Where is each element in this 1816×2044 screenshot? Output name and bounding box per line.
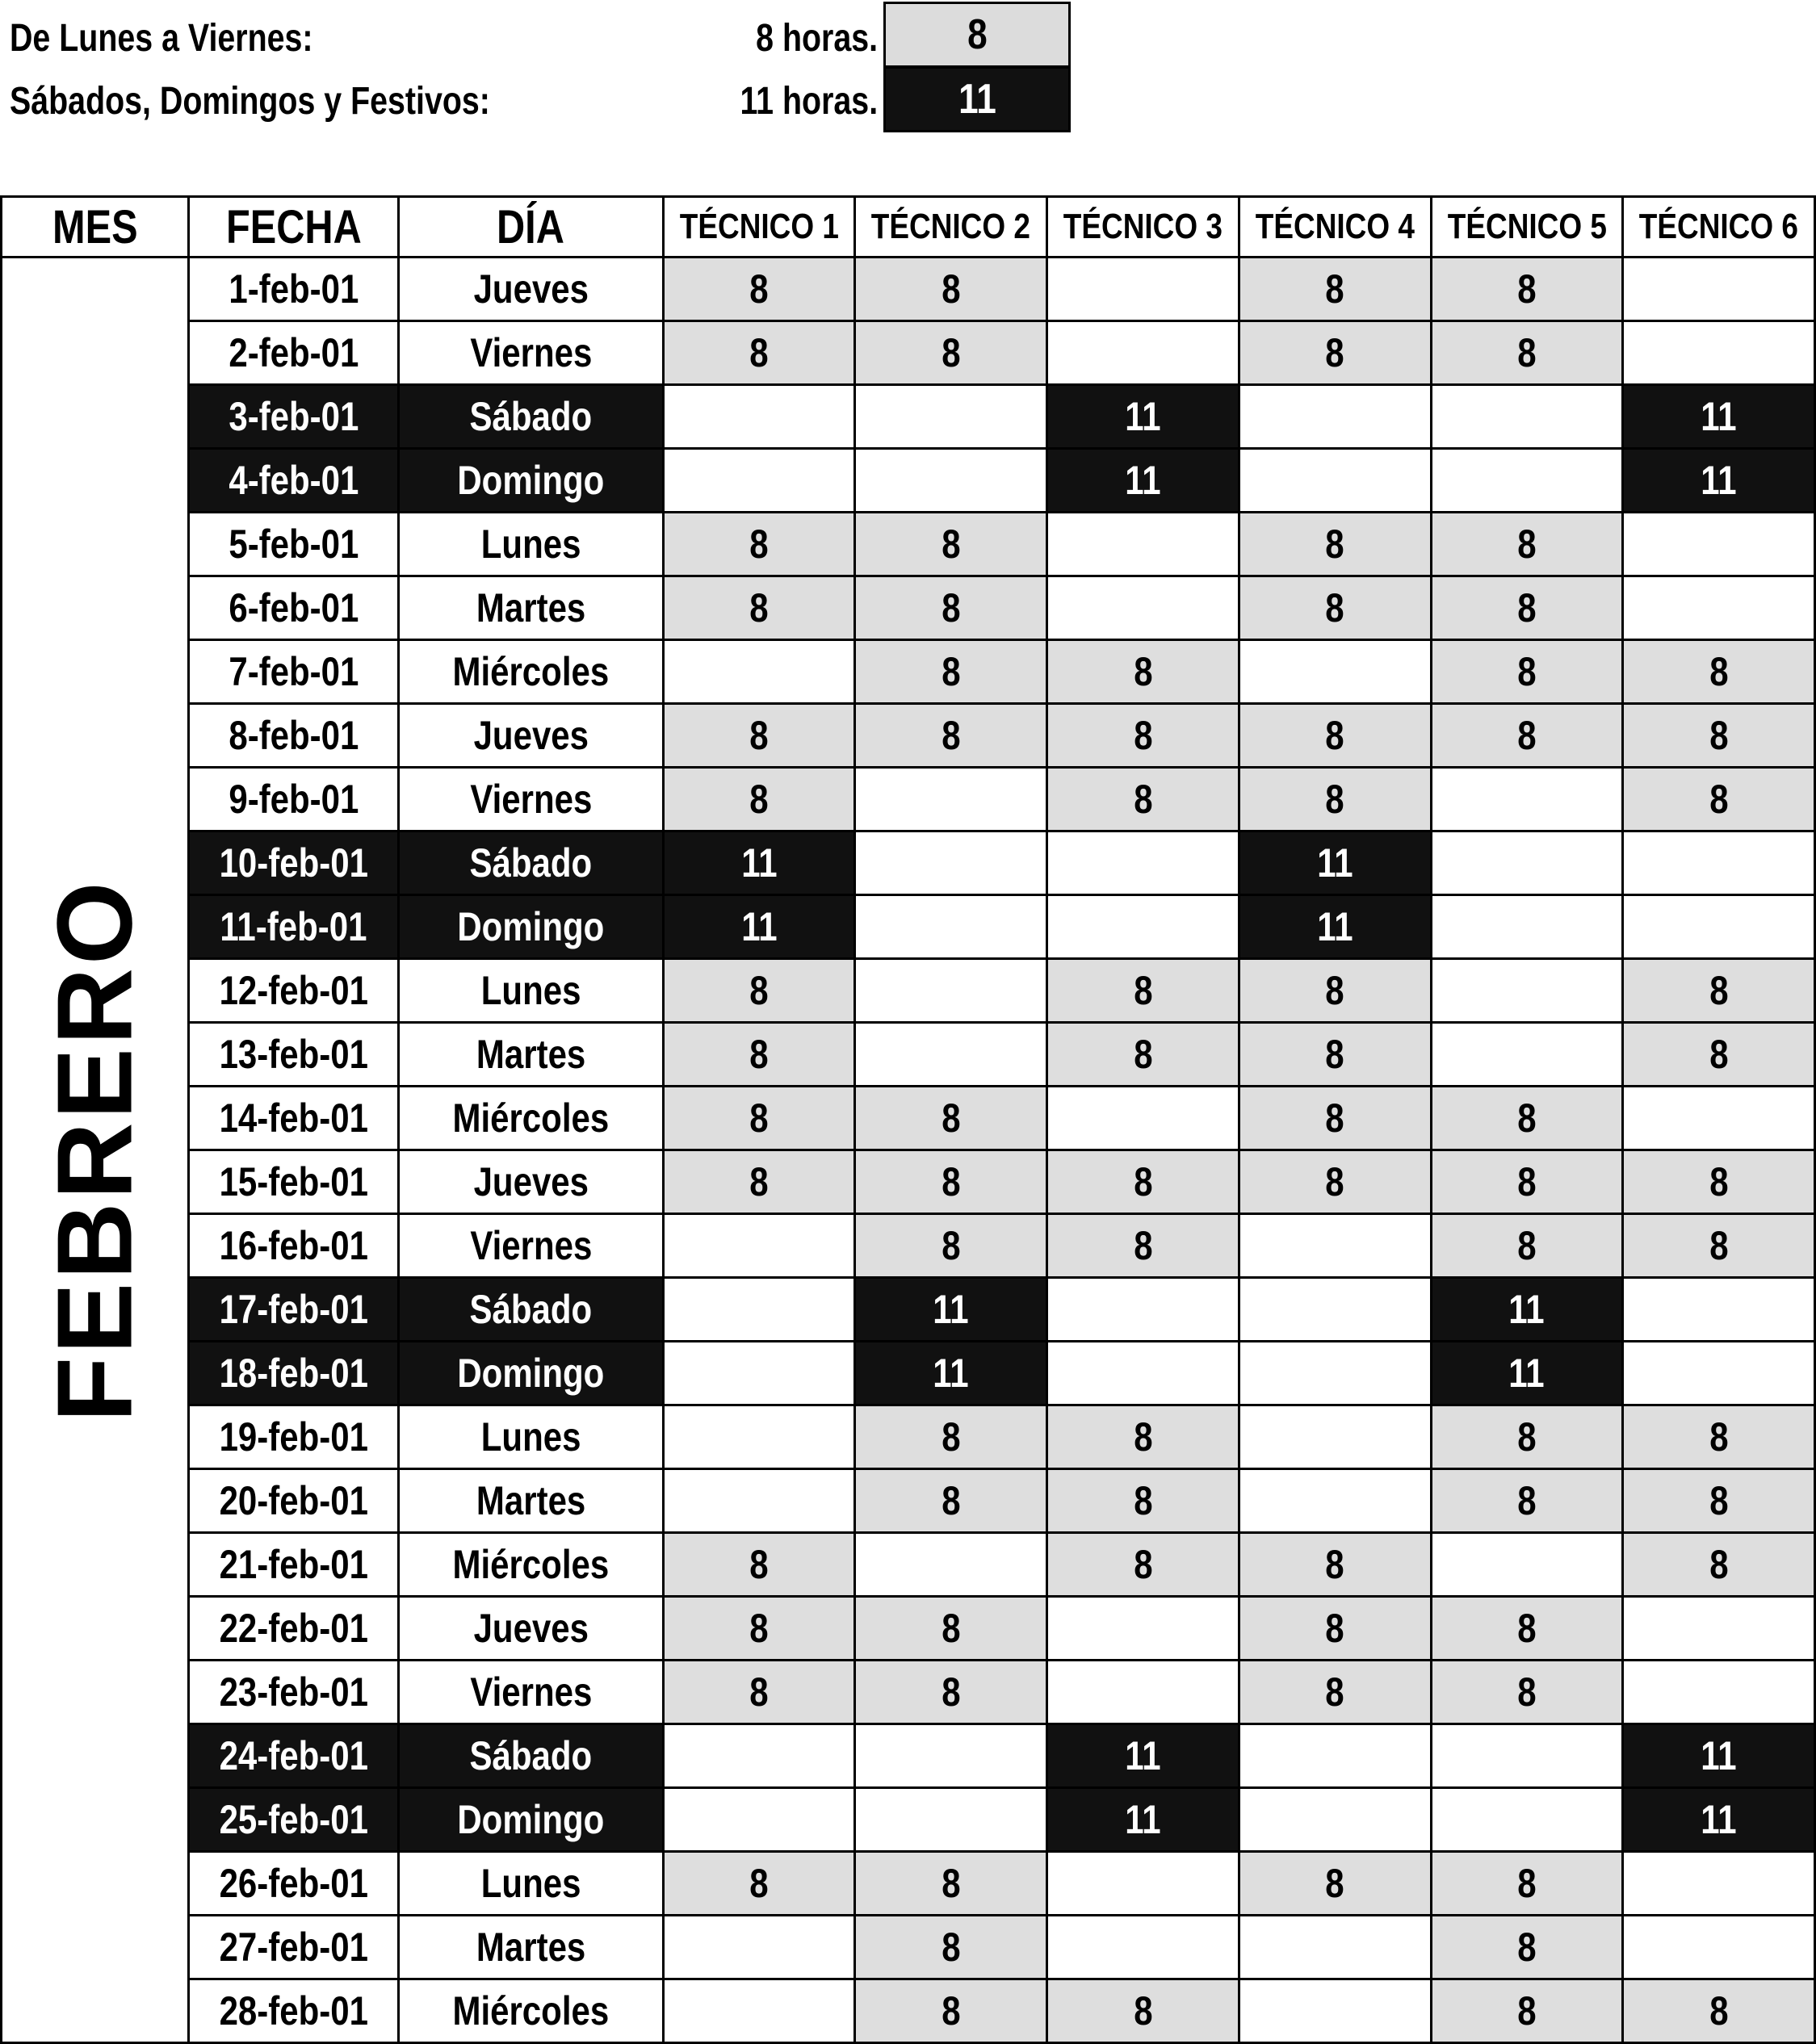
tecnico-1-hours-cell: 8 bbox=[663, 704, 855, 768]
tecnico-6-hours-cell: 8 bbox=[1623, 1979, 1815, 2043]
tecnico-2-hours-cell bbox=[855, 768, 1047, 831]
tecnico-5-hours-cell: 8 bbox=[1431, 1087, 1623, 1150]
tecnico-5-hours-cell: 11 bbox=[1431, 1278, 1623, 1342]
tecnico-4-hours-cell: 8 bbox=[1239, 1661, 1431, 1724]
fecha-cell: 13-feb-01 bbox=[188, 1023, 398, 1087]
header-dia: DÍA bbox=[399, 197, 664, 258]
tecnico-1-hours-cell bbox=[663, 1724, 855, 1788]
tecnico-2-hours-cell bbox=[855, 831, 1047, 895]
header-row bbox=[2, 197, 1815, 258]
header-fecha: FECHA bbox=[188, 197, 398, 258]
tecnico-3-hours-cell bbox=[1047, 1661, 1239, 1724]
dia-cell: Viernes bbox=[399, 321, 664, 385]
tecnico-1-hours-cell bbox=[663, 1278, 855, 1342]
tecnico-6-hours-cell bbox=[1623, 1342, 1815, 1405]
tecnico-4-hours-cell bbox=[1239, 1342, 1431, 1405]
dia-cell: Lunes bbox=[399, 1405, 664, 1469]
tecnico-5-hours-cell bbox=[1431, 895, 1623, 959]
tecnico-2-hours-cell: 8 bbox=[855, 1979, 1047, 2043]
legend-weekend-hours: 11 horas. bbox=[740, 80, 878, 123]
tecnico-2-hours-cell: 8 bbox=[855, 1214, 1047, 1278]
tecnico-2-hours-cell: 8 bbox=[855, 1661, 1047, 1724]
tecnico-3-hours-cell: 8 bbox=[1047, 768, 1239, 831]
tecnico-4-hours-cell bbox=[1239, 385, 1431, 449]
table-row bbox=[2, 768, 1815, 831]
header-tecnico-1: TÉCNICO 1 bbox=[663, 197, 855, 258]
tecnico-5-hours-cell: 8 bbox=[1431, 576, 1623, 640]
dia-cell: Domingo bbox=[399, 895, 664, 959]
tecnico-6-hours-cell bbox=[1623, 895, 1815, 959]
tecnico-3-hours-cell bbox=[1047, 1916, 1239, 1979]
fecha-cell: 19-feb-01 bbox=[188, 1405, 398, 1469]
tecnico-2-hours-cell: 8 bbox=[855, 1087, 1047, 1150]
schedule-table bbox=[0, 195, 1816, 2044]
tecnico-6-hours-cell: 8 bbox=[1623, 704, 1815, 768]
tecnico-3-hours-cell bbox=[1047, 513, 1239, 576]
tecnico-2-hours-cell: 8 bbox=[855, 640, 1047, 704]
tecnico-4-hours-cell: 8 bbox=[1239, 1023, 1431, 1087]
dia-cell: Viernes bbox=[399, 1214, 664, 1278]
tecnico-3-hours-cell: 8 bbox=[1047, 1979, 1239, 2043]
tecnico-6-hours-cell bbox=[1623, 831, 1815, 895]
tecnico-3-hours-cell: 11 bbox=[1047, 449, 1239, 513]
tecnico-5-hours-cell: 8 bbox=[1431, 640, 1623, 704]
dia-cell: Sábado bbox=[399, 831, 664, 895]
dia-cell: Martes bbox=[399, 1469, 664, 1533]
table-row bbox=[2, 1214, 1815, 1278]
fecha-cell: 26-feb-01 bbox=[188, 1852, 398, 1916]
tecnico-6-hours-cell bbox=[1623, 1597, 1815, 1661]
dia-cell: Viernes bbox=[399, 768, 664, 831]
tecnico-2-hours-cell bbox=[855, 449, 1047, 513]
fecha-cell: 15-feb-01 bbox=[188, 1150, 398, 1214]
tecnico-3-hours-cell: 11 bbox=[1047, 385, 1239, 449]
fecha-cell: 5-feb-01 bbox=[188, 513, 398, 576]
tecnico-1-hours-cell: 8 bbox=[663, 1661, 855, 1724]
dia-cell: Jueves bbox=[399, 1150, 664, 1214]
table-row bbox=[2, 1469, 1815, 1533]
dia-cell: Miércoles bbox=[399, 1533, 664, 1597]
tecnico-6-hours-cell bbox=[1623, 1278, 1815, 1342]
tecnico-1-hours-cell bbox=[663, 1788, 855, 1852]
tecnico-4-hours-cell: 11 bbox=[1239, 895, 1431, 959]
dia-cell: Domingo bbox=[399, 449, 664, 513]
fecha-cell: 6-feb-01 bbox=[188, 576, 398, 640]
tecnico-3-hours-cell bbox=[1047, 831, 1239, 895]
dia-cell: Domingo bbox=[399, 1788, 664, 1852]
tecnico-4-hours-cell: 8 bbox=[1239, 1852, 1431, 1916]
fecha-cell: 25-feb-01 bbox=[188, 1788, 398, 1852]
tecnico-1-hours-cell bbox=[663, 1214, 855, 1278]
tecnico-1-hours-cell bbox=[663, 385, 855, 449]
tecnico-5-hours-cell bbox=[1431, 449, 1623, 513]
tecnico-3-hours-cell bbox=[1047, 258, 1239, 321]
fecha-cell: 20-feb-01 bbox=[188, 1469, 398, 1533]
fecha-cell: 1-feb-01 bbox=[188, 258, 398, 321]
fecha-cell: 4-feb-01 bbox=[188, 449, 398, 513]
header-tecnico-4: TÉCNICO 4 bbox=[1239, 197, 1431, 258]
tecnico-2-hours-cell bbox=[855, 1724, 1047, 1788]
dia-cell: Sábado bbox=[399, 1724, 664, 1788]
tecnico-5-hours-cell: 8 bbox=[1431, 513, 1623, 576]
table-row bbox=[2, 959, 1815, 1023]
legend-weekday-value: 8 bbox=[967, 11, 988, 58]
tecnico-5-hours-cell bbox=[1431, 768, 1623, 831]
dia-cell: Lunes bbox=[399, 513, 664, 576]
fecha-cell: 24-feb-01 bbox=[188, 1724, 398, 1788]
schedule-body bbox=[2, 258, 1815, 2043]
table-row bbox=[2, 704, 1815, 768]
tecnico-3-hours-cell bbox=[1047, 895, 1239, 959]
tecnico-5-hours-cell: 8 bbox=[1431, 1214, 1623, 1278]
tecnico-3-hours-cell bbox=[1047, 1342, 1239, 1405]
table-row bbox=[2, 321, 1815, 385]
tecnico-5-hours-cell: 8 bbox=[1431, 1597, 1623, 1661]
tecnico-5-hours-cell: 8 bbox=[1431, 704, 1623, 768]
tecnico-3-hours-cell: 8 bbox=[1047, 1469, 1239, 1533]
tecnico-5-hours-cell bbox=[1431, 1788, 1623, 1852]
dia-cell: Sábado bbox=[399, 385, 664, 449]
tecnico-3-hours-cell: 8 bbox=[1047, 704, 1239, 768]
tecnico-3-hours-cell: 11 bbox=[1047, 1788, 1239, 1852]
tecnico-1-hours-cell: 8 bbox=[663, 576, 855, 640]
tecnico-6-hours-cell bbox=[1623, 1916, 1815, 1979]
tecnico-3-hours-cell bbox=[1047, 321, 1239, 385]
tecnico-4-hours-cell bbox=[1239, 1916, 1431, 1979]
header-tecnico-3: TÉCNICO 3 bbox=[1047, 197, 1239, 258]
table-row bbox=[2, 831, 1815, 895]
tecnico-4-hours-cell bbox=[1239, 1788, 1431, 1852]
fecha-cell: 7-feb-01 bbox=[188, 640, 398, 704]
tecnico-4-hours-cell bbox=[1239, 1214, 1431, 1278]
tecnico-2-hours-cell bbox=[855, 1533, 1047, 1597]
fecha-cell: 12-feb-01 bbox=[188, 959, 398, 1023]
tecnico-6-hours-cell: 8 bbox=[1623, 959, 1815, 1023]
table-row bbox=[2, 576, 1815, 640]
tecnico-4-hours-cell: 8 bbox=[1239, 1533, 1431, 1597]
tecnico-6-hours-cell: 11 bbox=[1623, 385, 1815, 449]
header-tecnico-5: TÉCNICO 5 bbox=[1431, 197, 1623, 258]
tecnico-6-hours-cell bbox=[1623, 576, 1815, 640]
tecnico-5-hours-cell: 8 bbox=[1431, 1150, 1623, 1214]
tecnico-3-hours-cell bbox=[1047, 1597, 1239, 1661]
dia-cell: Domingo bbox=[399, 1342, 664, 1405]
tecnico-2-hours-cell bbox=[855, 959, 1047, 1023]
month-cell bbox=[2, 258, 189, 2043]
legend-weekday-hours: 8 horas. bbox=[756, 17, 878, 60]
fecha-cell: 14-feb-01 bbox=[188, 1087, 398, 1150]
dia-cell: Sábado bbox=[399, 1278, 664, 1342]
table-row bbox=[2, 1023, 1815, 1087]
tecnico-4-hours-cell bbox=[1239, 1405, 1431, 1469]
tecnico-2-hours-cell bbox=[855, 895, 1047, 959]
tecnico-6-hours-cell: 8 bbox=[1623, 1405, 1815, 1469]
tecnico-2-hours-cell: 8 bbox=[855, 258, 1047, 321]
dia-cell: Jueves bbox=[399, 1597, 664, 1661]
tecnico-2-hours-cell: 11 bbox=[855, 1342, 1047, 1405]
tecnico-1-hours-cell bbox=[663, 449, 855, 513]
fecha-cell: 28-feb-01 bbox=[188, 1979, 398, 2043]
tecnico-1-hours-cell: 8 bbox=[663, 321, 855, 385]
tecnico-3-hours-cell: 8 bbox=[1047, 1023, 1239, 1087]
fecha-cell: 2-feb-01 bbox=[188, 321, 398, 385]
tecnico-6-hours-cell bbox=[1623, 1087, 1815, 1150]
tecnico-6-hours-cell: 8 bbox=[1623, 768, 1815, 831]
tecnico-5-hours-cell: 8 bbox=[1431, 1916, 1623, 1979]
tecnico-4-hours-cell bbox=[1239, 1979, 1431, 2043]
header-tecnico-6: TÉCNICO 6 bbox=[1623, 197, 1815, 258]
tecnico-1-hours-cell bbox=[663, 1342, 855, 1405]
tecnico-3-hours-cell: 11 bbox=[1047, 1724, 1239, 1788]
tecnico-6-hours-cell bbox=[1623, 513, 1815, 576]
table-row bbox=[2, 1661, 1815, 1724]
tecnico-5-hours-cell: 8 bbox=[1431, 321, 1623, 385]
table-row bbox=[2, 1724, 1815, 1788]
tecnico-4-hours-cell: 8 bbox=[1239, 959, 1431, 1023]
table-row bbox=[2, 1979, 1815, 2043]
dia-cell: Miércoles bbox=[399, 1087, 664, 1150]
tecnico-5-hours-cell: 8 bbox=[1431, 258, 1623, 321]
fecha-cell: 10-feb-01 bbox=[188, 831, 398, 895]
tecnico-5-hours-cell bbox=[1431, 385, 1623, 449]
dia-cell: Miércoles bbox=[399, 1979, 664, 2043]
fecha-cell: 9-feb-01 bbox=[188, 768, 398, 831]
tecnico-4-hours-cell bbox=[1239, 1278, 1431, 1342]
table-row bbox=[2, 1916, 1815, 1979]
tecnico-5-hours-cell: 8 bbox=[1431, 1852, 1623, 1916]
dia-cell: Martes bbox=[399, 1023, 664, 1087]
tecnico-2-hours-cell: 8 bbox=[855, 1405, 1047, 1469]
tecnico-4-hours-cell: 8 bbox=[1239, 513, 1431, 576]
tecnico-2-hours-cell: 8 bbox=[855, 704, 1047, 768]
tecnico-6-hours-cell bbox=[1623, 258, 1815, 321]
tecnico-2-hours-cell bbox=[855, 1788, 1047, 1852]
tecnico-3-hours-cell: 8 bbox=[1047, 959, 1239, 1023]
table-row bbox=[2, 1278, 1815, 1342]
tecnico-1-hours-cell: 11 bbox=[663, 895, 855, 959]
tecnico-3-hours-cell: 8 bbox=[1047, 1405, 1239, 1469]
dia-cell: Viernes bbox=[399, 1661, 664, 1724]
tecnico-3-hours-cell: 8 bbox=[1047, 1150, 1239, 1214]
table-row bbox=[2, 385, 1815, 449]
tecnico-5-hours-cell: 8 bbox=[1431, 1661, 1623, 1724]
fecha-cell: 18-feb-01 bbox=[188, 1342, 398, 1405]
legend-weekend-label: Sábados, Domingos y Festivos: bbox=[10, 80, 490, 123]
tecnico-2-hours-cell: 8 bbox=[855, 321, 1047, 385]
fecha-cell: 22-feb-01 bbox=[188, 1597, 398, 1661]
tecnico-4-hours-cell: 8 bbox=[1239, 1150, 1431, 1214]
fecha-cell: 16-feb-01 bbox=[188, 1214, 398, 1278]
tecnico-5-hours-cell bbox=[1431, 1023, 1623, 1087]
month-label: FEBRERO bbox=[35, 877, 154, 1422]
tecnico-5-hours-cell: 8 bbox=[1431, 1405, 1623, 1469]
legend-weekday-label: De Lunes a Viernes: bbox=[10, 17, 313, 60]
tecnico-5-hours-cell: 8 bbox=[1431, 1979, 1623, 2043]
tecnico-6-hours-cell: 11 bbox=[1623, 449, 1815, 513]
tecnico-1-hours-cell: 8 bbox=[663, 1597, 855, 1661]
tecnico-4-hours-cell: 8 bbox=[1239, 1597, 1431, 1661]
table-row bbox=[2, 449, 1815, 513]
tecnico-4-hours-cell bbox=[1239, 449, 1431, 513]
header-tecnico-2: TÉCNICO 2 bbox=[855, 197, 1047, 258]
header-mes: MES bbox=[2, 197, 189, 258]
tecnico-1-hours-cell: 8 bbox=[663, 959, 855, 1023]
tecnico-1-hours-cell: 8 bbox=[663, 1852, 855, 1916]
tecnico-1-hours-cell: 8 bbox=[663, 258, 855, 321]
tecnico-5-hours-cell: 11 bbox=[1431, 1342, 1623, 1405]
tecnico-2-hours-cell bbox=[855, 385, 1047, 449]
tecnico-2-hours-cell: 8 bbox=[855, 1916, 1047, 1979]
tecnico-3-hours-cell: 8 bbox=[1047, 1214, 1239, 1278]
tecnico-5-hours-cell bbox=[1431, 1533, 1623, 1597]
tecnico-3-hours-cell bbox=[1047, 576, 1239, 640]
legend-weekday-swatch bbox=[883, 2, 1071, 68]
table-row bbox=[2, 895, 1815, 959]
tecnico-5-hours-cell bbox=[1431, 831, 1623, 895]
tecnico-2-hours-cell: 8 bbox=[855, 1469, 1047, 1533]
dia-cell: Jueves bbox=[399, 704, 664, 768]
tecnico-6-hours-cell: 8 bbox=[1623, 1469, 1815, 1533]
tecnico-2-hours-cell: 11 bbox=[855, 1278, 1047, 1342]
table-row bbox=[2, 1405, 1815, 1469]
tecnico-6-hours-cell: 8 bbox=[1623, 1023, 1815, 1087]
dia-cell: Lunes bbox=[399, 959, 664, 1023]
dia-cell: Lunes bbox=[399, 1852, 664, 1916]
tecnico-4-hours-cell bbox=[1239, 1469, 1431, 1533]
fecha-cell: 8-feb-01 bbox=[188, 704, 398, 768]
dia-cell: Martes bbox=[399, 1916, 664, 1979]
tecnico-1-hours-cell: 8 bbox=[663, 1150, 855, 1214]
table-row bbox=[2, 1597, 1815, 1661]
tecnico-5-hours-cell: 8 bbox=[1431, 1469, 1623, 1533]
tecnico-1-hours-cell bbox=[663, 1405, 855, 1469]
tecnico-1-hours-cell bbox=[663, 1979, 855, 2043]
table-row bbox=[2, 1150, 1815, 1214]
tecnico-2-hours-cell: 8 bbox=[855, 1597, 1047, 1661]
tecnico-4-hours-cell: 8 bbox=[1239, 704, 1431, 768]
tecnico-3-hours-cell: 8 bbox=[1047, 1533, 1239, 1597]
tecnico-2-hours-cell bbox=[855, 1023, 1047, 1087]
table-row bbox=[2, 640, 1815, 704]
tecnico-5-hours-cell bbox=[1431, 1724, 1623, 1788]
dia-cell: Miércoles bbox=[399, 640, 664, 704]
dia-cell: Jueves bbox=[399, 258, 664, 321]
tecnico-1-hours-cell: 8 bbox=[663, 1533, 855, 1597]
tecnico-1-hours-cell bbox=[663, 1916, 855, 1979]
tecnico-1-hours-cell: 8 bbox=[663, 513, 855, 576]
tecnico-2-hours-cell: 8 bbox=[855, 1150, 1047, 1214]
fecha-cell: 11-feb-01 bbox=[188, 895, 398, 959]
tecnico-4-hours-cell: 11 bbox=[1239, 831, 1431, 895]
tecnico-6-hours-cell bbox=[1623, 1661, 1815, 1724]
tecnico-3-hours-cell bbox=[1047, 1852, 1239, 1916]
tecnico-5-hours-cell bbox=[1431, 959, 1623, 1023]
legend-weekend-swatch bbox=[883, 66, 1071, 132]
tecnico-2-hours-cell: 8 bbox=[855, 576, 1047, 640]
tecnico-1-hours-cell bbox=[663, 1469, 855, 1533]
tecnico-6-hours-cell bbox=[1623, 1852, 1815, 1916]
tecnico-6-hours-cell: 8 bbox=[1623, 640, 1815, 704]
tecnico-1-hours-cell bbox=[663, 640, 855, 704]
tecnico-4-hours-cell: 8 bbox=[1239, 1087, 1431, 1150]
table-row bbox=[2, 1087, 1815, 1150]
fecha-cell: 17-feb-01 bbox=[188, 1278, 398, 1342]
tecnico-4-hours-cell bbox=[1239, 640, 1431, 704]
tecnico-1-hours-cell: 8 bbox=[663, 1087, 855, 1150]
tecnico-6-hours-cell: 11 bbox=[1623, 1788, 1815, 1852]
tecnico-3-hours-cell: 8 bbox=[1047, 640, 1239, 704]
table-row bbox=[2, 1342, 1815, 1405]
table-row bbox=[2, 1788, 1815, 1852]
dia-cell: Martes bbox=[399, 576, 664, 640]
tecnico-6-hours-cell bbox=[1623, 321, 1815, 385]
fecha-cell: 3-feb-01 bbox=[188, 385, 398, 449]
tecnico-6-hours-cell: 8 bbox=[1623, 1533, 1815, 1597]
tecnico-6-hours-cell: 8 bbox=[1623, 1214, 1815, 1278]
tecnico-3-hours-cell bbox=[1047, 1087, 1239, 1150]
tecnico-2-hours-cell: 8 bbox=[855, 1852, 1047, 1916]
fecha-cell: 27-feb-01 bbox=[188, 1916, 398, 1979]
tecnico-6-hours-cell: 8 bbox=[1623, 1150, 1815, 1214]
tecnico-4-hours-cell: 8 bbox=[1239, 768, 1431, 831]
tecnico-4-hours-cell: 8 bbox=[1239, 258, 1431, 321]
tecnico-1-hours-cell: 8 bbox=[663, 1023, 855, 1087]
fecha-cell: 21-feb-01 bbox=[188, 1533, 398, 1597]
table-row bbox=[2, 1852, 1815, 1916]
table-row bbox=[2, 258, 1815, 321]
tecnico-3-hours-cell bbox=[1047, 1278, 1239, 1342]
tecnico-6-hours-cell: 11 bbox=[1623, 1724, 1815, 1788]
tecnico-1-hours-cell: 11 bbox=[663, 831, 855, 895]
fecha-cell: 23-feb-01 bbox=[188, 1661, 398, 1724]
tecnico-4-hours-cell: 8 bbox=[1239, 321, 1431, 385]
tecnico-1-hours-cell: 8 bbox=[663, 768, 855, 831]
tecnico-4-hours-cell bbox=[1239, 1724, 1431, 1788]
tecnico-4-hours-cell: 8 bbox=[1239, 576, 1431, 640]
table-row bbox=[2, 513, 1815, 576]
legend-weekend-value: 11 bbox=[958, 76, 996, 123]
tecnico-2-hours-cell: 8 bbox=[855, 513, 1047, 576]
table-row bbox=[2, 1533, 1815, 1597]
